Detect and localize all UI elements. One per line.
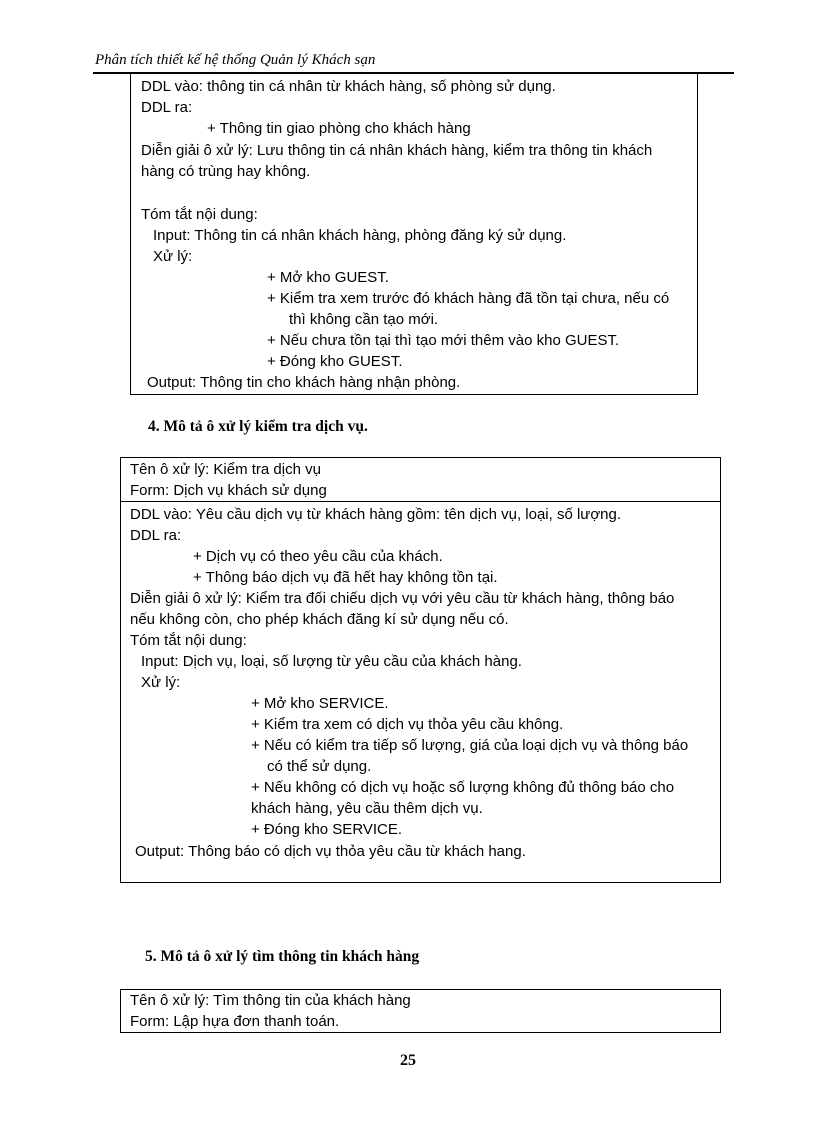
running-header-title: Phân tích thiết kế hệ thống Quản lý Khách sạn [95, 52, 376, 68]
process-step: + Mở kho SERVICE. [251, 695, 389, 712]
ddl-out-item: + Thông tin giao phòng cho khách hàng [207, 120, 471, 137]
process-step: + Kiểm tra xem có dịch vụ thỏa yêu cầu không. [251, 716, 564, 733]
section-4-heading: 4. Mô tả ô xử lý kiểm tra dịch vụ. [148, 418, 368, 435]
ddl-in-line: DDL vào: thông tin cá nhân từ khách hàng, số phòng sử dụng. [141, 78, 556, 95]
page-number: 25 [400, 1052, 416, 1069]
process-name-line: Tên ô xử lý: Kiểm tra dịch vụ [130, 461, 321, 478]
input-line: Input: Dịch vụ, loại, số lượng từ yêu cầu của khách hàng. [141, 653, 522, 670]
ddl-out-item: + Thông báo dịch vụ đã hết hay không tồn tại. [193, 569, 498, 586]
form-line: Form: Lập hựa đơn thanh toán. [130, 1013, 340, 1030]
process-step-cont: có thể sử dụng. [267, 758, 372, 775]
ddl-out-item: + Dịch vụ có theo yêu cầu của khách. [193, 548, 443, 565]
description-line: Diễn giải ô xử lý: Kiểm tra đối chiếu dịch vụ với yêu cầu từ khách hàng, thông báo [130, 590, 675, 607]
summary-label: Tóm tắt nội dung: [130, 632, 247, 649]
process-step: + Đóng kho SERVICE. [251, 821, 403, 838]
ddl-out-label: DDL ra: [130, 527, 182, 544]
process-box-create-guest [130, 72, 698, 395]
output-line: Output: Thông báo có dịch vụ thỏa yêu cầu từ khách hang. [135, 843, 526, 860]
description-line: Diễn giải ô xử lý: Lưu thông tin cá nhân khách hàng, kiểm tra thông tin khách [141, 142, 653, 159]
description-line: hàng có trùng hay không. [141, 163, 311, 180]
input-line: Input: Thông tin cá nhân khách hàng, phòng đăng ký sử dụng. [153, 227, 567, 244]
output-line: Output: Thông tin cho khách hàng nhận phòng. [147, 374, 461, 391]
process-step: + Nếu có kiểm tra tiếp số lượng, giá của loại dịch vụ và thông báo [251, 737, 689, 754]
process-label: Xử lý: [141, 674, 181, 691]
description-line: nếu không còn, cho phép khách đăng kí sử dụng nếu có. [130, 611, 509, 628]
box-divider [121, 501, 720, 502]
process-name-line: Tên ô xử lý: Tìm thông tin của khách hàng [130, 992, 411, 1009]
summary-label: Tóm tắt nội dung: [141, 206, 258, 223]
process-box-find-guest [120, 989, 721, 1033]
process-box-check-service [120, 457, 721, 883]
process-step-cont: thì không cần tạo mới. [289, 311, 439, 328]
process-label: Xử lý: [153, 248, 193, 265]
process-step: + Nếu chưa tồn tại thì tạo mới thêm vào kho GUEST. [267, 332, 620, 349]
ddl-in-line: DDL vào: Yêu cầu dịch vụ từ khách hàng gồm: tên dịch vụ, loại, số lượng. [130, 506, 622, 523]
process-step: + Đóng kho GUEST. [267, 353, 403, 370]
process-step-cont: khách hàng, yêu cầu thêm dịch vụ. [251, 800, 483, 817]
ddl-out-label: DDL ra: [141, 99, 193, 116]
process-step: + Nếu không có dịch vụ hoặc số lượng không đủ thông báo cho [251, 779, 675, 796]
form-line: Form: Dịch vụ khách sử dụng [130, 482, 327, 499]
process-step: + Mở kho GUEST. [267, 269, 389, 286]
section-5-heading: 5. Mô tả ô xử lý tìm thông tin khách hàng [145, 948, 420, 965]
process-step: + Kiểm tra xem trước đó khách hàng đã tồn tại chưa, nếu có [267, 290, 670, 307]
